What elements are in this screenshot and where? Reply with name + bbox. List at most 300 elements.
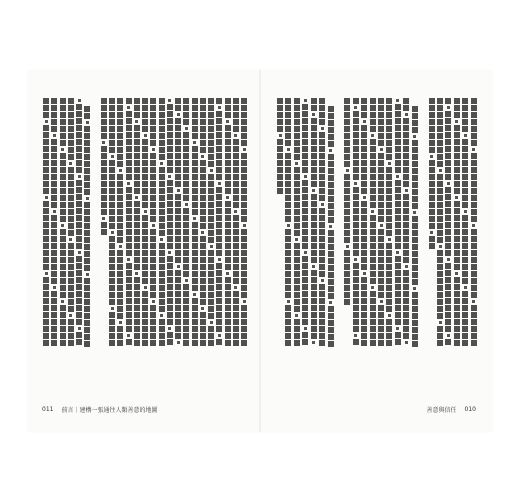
glyph-mark: [294, 126, 300, 132]
glyph-mark: [53, 286, 56, 289]
glyph-mark: [192, 264, 198, 270]
glyph-mark: [76, 118, 82, 124]
glyph-mark: [462, 271, 468, 277]
glyph-mark: [241, 250, 247, 256]
glyph-mark: [311, 250, 317, 256]
glyph-mark: [117, 98, 123, 104]
glyph-mark: [471, 305, 477, 311]
glyph-mark: [200, 257, 206, 263]
glyph-mark: [225, 112, 231, 118]
glyph-mark: [51, 326, 57, 332]
glyph-mark: [101, 229, 107, 235]
glyph-mark: [353, 291, 359, 297]
glyph-mark: [142, 326, 148, 332]
glyph-mark: [135, 272, 138, 275]
glyph-mark: [226, 272, 229, 275]
glyph-mark: [328, 127, 334, 133]
glyph-mark: [126, 312, 132, 318]
glyph-mark: [111, 155, 114, 158]
glyph-mark: [395, 243, 401, 249]
glyph-mark: [192, 119, 198, 125]
glyph-mark: [454, 222, 460, 228]
glyph-mark: [395, 132, 401, 138]
glyph-mark: [429, 209, 435, 215]
glyph-mark: [395, 180, 401, 186]
glyph-mark: [437, 250, 443, 256]
glyph-mark: [126, 208, 132, 214]
glyph-mark: [378, 98, 384, 104]
glyph-mark: [370, 119, 376, 125]
glyph-mark: [68, 216, 74, 222]
glyph-mark: [233, 98, 239, 104]
glyph-mark: [51, 126, 57, 132]
glyph-mark: [233, 298, 239, 304]
glyph-mark: [167, 153, 173, 159]
glyph-mark: [126, 305, 132, 311]
glyph-mark: [233, 153, 239, 159]
glyph-mark: [471, 278, 477, 284]
glyph-mark: [208, 271, 214, 277]
glyph-mark: [437, 257, 443, 263]
glyph-mark: [51, 188, 57, 194]
glyph-mark: [412, 140, 418, 146]
glyph-mark: [241, 326, 247, 332]
glyph-mark: [344, 154, 350, 160]
right-page: [260, 70, 492, 432]
glyph-mark: [216, 174, 222, 180]
glyph-mark: [68, 98, 74, 104]
glyph-mark: [109, 167, 115, 173]
glyph-mark: [319, 112, 325, 118]
text-column: [327, 98, 335, 350]
glyph-mark: [134, 264, 140, 270]
glyph-mark: [60, 326, 66, 332]
glyph-mark: [175, 194, 181, 200]
glyph-mark: [233, 340, 239, 346]
glyph-mark: [344, 119, 350, 125]
glyph-mark: [43, 277, 49, 283]
glyph-mark: [454, 146, 460, 152]
glyph-mark: [109, 216, 115, 222]
glyph-mark: [216, 305, 222, 311]
glyph-mark: [386, 195, 392, 201]
glyph-mark: [150, 153, 156, 159]
text-column: [276, 98, 284, 350]
glyph-mark: [126, 153, 132, 159]
glyph-mark: [454, 105, 460, 111]
glyph-mark: [454, 284, 460, 290]
glyph-mark: [84, 154, 90, 160]
glyph-mark: [328, 210, 334, 216]
glyph-mark: [462, 257, 468, 263]
glyph-mark: [302, 222, 308, 228]
glyph-mark: [285, 333, 291, 339]
glyph-mark: [412, 147, 418, 153]
glyph-mark: [285, 257, 291, 263]
glyph-mark: [403, 194, 409, 200]
glyph-mark: [126, 194, 132, 200]
glyph-mark: [241, 153, 247, 159]
glyph-mark: [192, 298, 198, 304]
glyph-mark: [462, 278, 468, 284]
glyph-mark: [386, 278, 392, 284]
glyph-mark: [294, 285, 300, 291]
glyph-mark: [43, 105, 49, 111]
glyph-mark: [445, 236, 451, 242]
glyph-mark: [319, 119, 325, 125]
glyph-mark: [403, 284, 409, 290]
glyph-mark: [51, 98, 57, 104]
glyph-mark: [43, 174, 49, 180]
glyph-mark: [386, 98, 392, 104]
glyph-mark: [395, 111, 401, 117]
glyph-mark: [216, 132, 222, 138]
glyph-mark: [200, 236, 206, 242]
glyph-mark: [285, 105, 291, 111]
glyph-mark: [150, 264, 156, 270]
glyph-mark: [294, 230, 300, 236]
glyph-mark: [43, 112, 49, 118]
glyph-mark: [454, 236, 460, 242]
glyph-mark: [412, 161, 418, 167]
glyph-mark: [311, 132, 317, 138]
text-column: [116, 98, 124, 350]
glyph-mark: [302, 229, 308, 235]
glyph-mark: [294, 105, 300, 111]
glyph-mark: [319, 340, 325, 346]
glyph-mark: [177, 341, 180, 344]
glyph-mark: [200, 160, 206, 166]
glyph-mark: [43, 264, 49, 270]
glyph-mark: [61, 300, 64, 303]
glyph-mark: [370, 202, 376, 208]
glyph-mark: [101, 209, 107, 215]
glyph-mark: [109, 209, 115, 215]
glyph-mark: [241, 305, 247, 311]
glyph-mark: [225, 222, 231, 228]
glyph-mark: [361, 132, 367, 138]
glyph-mark: [361, 174, 367, 180]
glyph-mark: [175, 181, 181, 187]
glyph-mark: [353, 208, 359, 214]
glyph-mark: [159, 133, 165, 139]
glyph-mark: [344, 223, 350, 229]
glyph-mark: [76, 208, 82, 214]
glyph-mark: [177, 265, 180, 268]
glyph-mark: [167, 236, 173, 242]
glyph-mark: [175, 153, 181, 159]
glyph-mark: [437, 119, 443, 125]
glyph-mark: [386, 209, 392, 215]
glyph-mark: [43, 298, 49, 304]
glyph-mark: [319, 222, 325, 228]
glyph-mark: [142, 257, 148, 263]
glyph-mark: [285, 340, 291, 346]
glyph-mark: [76, 132, 82, 138]
glyph-mark: [328, 306, 334, 312]
glyph-mark: [328, 120, 334, 126]
glyph-mark: [51, 312, 57, 318]
glyph-mark: [126, 160, 132, 166]
glyph-mark: [225, 201, 231, 207]
glyph-mark: [454, 125, 460, 131]
glyph-mark: [225, 250, 231, 256]
glyph-mark: [183, 333, 189, 339]
glyph-mark: [311, 167, 317, 173]
glyph-mark: [200, 333, 206, 339]
glyph-mark: [319, 312, 325, 318]
glyph-mark: [395, 167, 401, 173]
glyph-mark: [218, 334, 221, 337]
glyph-mark: [60, 126, 66, 132]
glyph-mark: [361, 208, 367, 214]
glyph-mark: [43, 284, 49, 290]
glyph-mark: [241, 133, 247, 139]
glyph-mark: [43, 160, 49, 166]
glyph-mark: [175, 229, 181, 235]
glyph-mark: [354, 182, 357, 185]
glyph-mark: [378, 209, 384, 215]
glyph-mark: [429, 98, 435, 104]
glyph-mark: [208, 195, 214, 201]
glyph-mark: [241, 257, 247, 263]
glyph-mark: [455, 120, 458, 123]
glyph-mark: [76, 125, 82, 131]
glyph-mark: [175, 277, 181, 283]
glyph-mark: [225, 319, 231, 325]
glyph-mark: [445, 305, 451, 311]
glyph-mark: [462, 305, 468, 311]
glyph-mark: [472, 148, 475, 151]
glyph-mark: [216, 118, 222, 124]
glyph-mark: [403, 270, 409, 276]
glyph-mark: [233, 222, 239, 228]
glyph-mark: [134, 208, 140, 214]
glyph-mark: [285, 181, 291, 187]
glyph-mark: [117, 250, 123, 256]
glyph-mark: [445, 263, 451, 269]
glyph-mark: [353, 160, 359, 166]
glyph-mark: [109, 126, 115, 132]
glyph-mark: [134, 340, 140, 346]
glyph-mark: [285, 278, 291, 284]
glyph-mark: [175, 243, 181, 249]
glyph-mark: [412, 106, 418, 112]
glyph-mark: [134, 181, 140, 187]
glyph-mark: [84, 230, 90, 236]
glyph-mark: [370, 236, 376, 242]
glyph-mark: [319, 208, 325, 214]
glyph-mark: [471, 271, 477, 277]
glyph-mark: [76, 256, 82, 262]
text-column: [182, 98, 190, 350]
glyph-mark: [200, 195, 206, 201]
glyph-mark: [395, 339, 401, 345]
glyph-mark: [101, 188, 107, 194]
glyph-mark: [68, 257, 74, 263]
glyph-mark: [437, 126, 443, 132]
glyph-mark: [354, 106, 357, 109]
glyph-mark: [117, 278, 123, 284]
glyph-mark: [462, 146, 468, 152]
glyph-mark: [159, 223, 165, 229]
glyph-mark: [396, 251, 399, 254]
glyph-mark: [134, 319, 140, 325]
glyph-mark: [150, 98, 156, 104]
glyph-mark: [437, 333, 443, 339]
glyph-mark: [462, 215, 468, 221]
glyph-mark: [76, 270, 82, 276]
glyph-mark: [353, 139, 359, 145]
glyph-mark: [150, 243, 156, 249]
glyph-mark: [429, 202, 435, 208]
glyph-mark: [302, 201, 308, 207]
glyph-mark: [353, 277, 359, 283]
glyph-mark: [241, 105, 247, 111]
glyph-mark: [371, 286, 374, 289]
glyph-mark: [395, 187, 401, 193]
glyph-mark: [200, 188, 206, 194]
glyph-mark: [328, 327, 334, 333]
glyph-mark: [454, 98, 460, 104]
glyph-mark: [295, 238, 298, 241]
glyph-mark: [159, 306, 165, 312]
glyph-mark: [76, 243, 82, 249]
glyph-mark: [78, 99, 81, 102]
glyph-mark: [109, 181, 115, 187]
glyph-mark: [378, 292, 384, 298]
glyph-mark: [167, 194, 173, 200]
glyph-mark: [84, 126, 90, 132]
glyph-mark: [233, 291, 239, 297]
glyph-mark: [378, 319, 384, 325]
glyph-mark: [142, 298, 148, 304]
glyph-mark: [216, 312, 222, 318]
glyph-mark: [233, 181, 239, 187]
glyph-mark: [51, 250, 57, 256]
glyph-mark: [84, 327, 90, 333]
glyph-mark: [241, 278, 247, 284]
glyph-mark: [403, 236, 409, 242]
glyph-mark: [60, 133, 66, 139]
glyph-mark: [386, 119, 392, 125]
glyph-mark: [43, 243, 49, 249]
glyph-mark: [200, 147, 206, 153]
glyph-mark: [167, 215, 173, 221]
glyph-mark: [344, 98, 350, 104]
glyph-mark: [43, 188, 49, 194]
glyph-mark: [208, 278, 214, 284]
glyph-mark: [225, 181, 231, 187]
glyph-mark: [462, 236, 468, 242]
glyph-mark: [294, 292, 300, 298]
glyph-mark: [84, 258, 90, 264]
glyph-mark: [412, 168, 418, 174]
glyph-mark: [302, 291, 308, 297]
glyph-mark: [126, 270, 132, 276]
glyph-mark: [150, 278, 156, 284]
glyph-mark: [454, 305, 460, 311]
glyph-mark: [200, 340, 206, 346]
glyph-mark: [445, 194, 451, 200]
glyph-mark: [319, 160, 325, 166]
glyph-mark: [437, 313, 443, 319]
glyph-mark: [126, 201, 132, 207]
glyph-mark: [150, 181, 156, 187]
glyph-mark: [60, 105, 66, 111]
glyph-mark: [142, 126, 148, 132]
glyph-mark: [403, 160, 409, 166]
glyph-mark: [183, 188, 189, 194]
glyph-mark: [386, 105, 392, 111]
glyph-mark: [302, 118, 308, 124]
glyph-mark: [353, 243, 359, 249]
glyph-mark: [353, 250, 359, 256]
glyph-mark: [192, 209, 198, 215]
glyph-mark: [412, 327, 418, 333]
glyph-mark: [60, 112, 66, 118]
glyph-mark: [101, 112, 107, 118]
glyph-mark: [353, 146, 359, 152]
glyph-mark: [69, 238, 72, 241]
glyph-mark: [43, 229, 49, 235]
glyph-mark: [101, 126, 107, 132]
glyph-mark: [386, 112, 392, 118]
glyph-mark: [361, 181, 367, 187]
glyph-mark: [353, 98, 359, 104]
glyph-mark: [109, 340, 115, 346]
glyph-mark: [344, 230, 350, 236]
glyph-mark: [412, 251, 418, 257]
glyph-mark: [454, 291, 460, 297]
glyph-mark: [183, 222, 189, 228]
glyph-mark: [216, 319, 222, 325]
text-column: [411, 98, 419, 350]
glyph-mark: [388, 314, 391, 317]
glyph-mark: [208, 119, 214, 125]
glyph-mark: [319, 167, 325, 173]
glyph-mark: [150, 319, 156, 325]
glyph-mark: [285, 167, 291, 173]
glyph-mark: [370, 291, 376, 297]
glyph-mark: [233, 243, 239, 249]
glyph-mark: [243, 300, 246, 303]
glyph-mark: [462, 126, 468, 132]
glyph-mark: [60, 181, 66, 187]
glyph-mark: [429, 223, 435, 229]
glyph-mark: [437, 237, 443, 243]
glyph-mark: [328, 161, 334, 167]
glyph-mark: [378, 188, 384, 194]
glyph-mark: [134, 257, 140, 263]
glyph-mark: [328, 196, 334, 202]
glyph-mark: [43, 257, 49, 263]
glyph-mark: [412, 196, 418, 202]
glyph-mark: [51, 153, 57, 159]
glyph-mark: [76, 111, 82, 117]
glyph-mark: [225, 208, 231, 214]
glyph-mark: [361, 146, 367, 152]
text-column: [125, 98, 133, 350]
glyph-mark: [76, 215, 82, 221]
glyph-mark: [294, 264, 300, 270]
glyph-mark: [126, 284, 132, 290]
glyph-mark: [183, 257, 189, 263]
glyph-mark: [437, 195, 443, 201]
glyph-mark: [445, 208, 451, 214]
glyph-mark: [175, 118, 181, 124]
glyph-mark: [429, 236, 435, 242]
